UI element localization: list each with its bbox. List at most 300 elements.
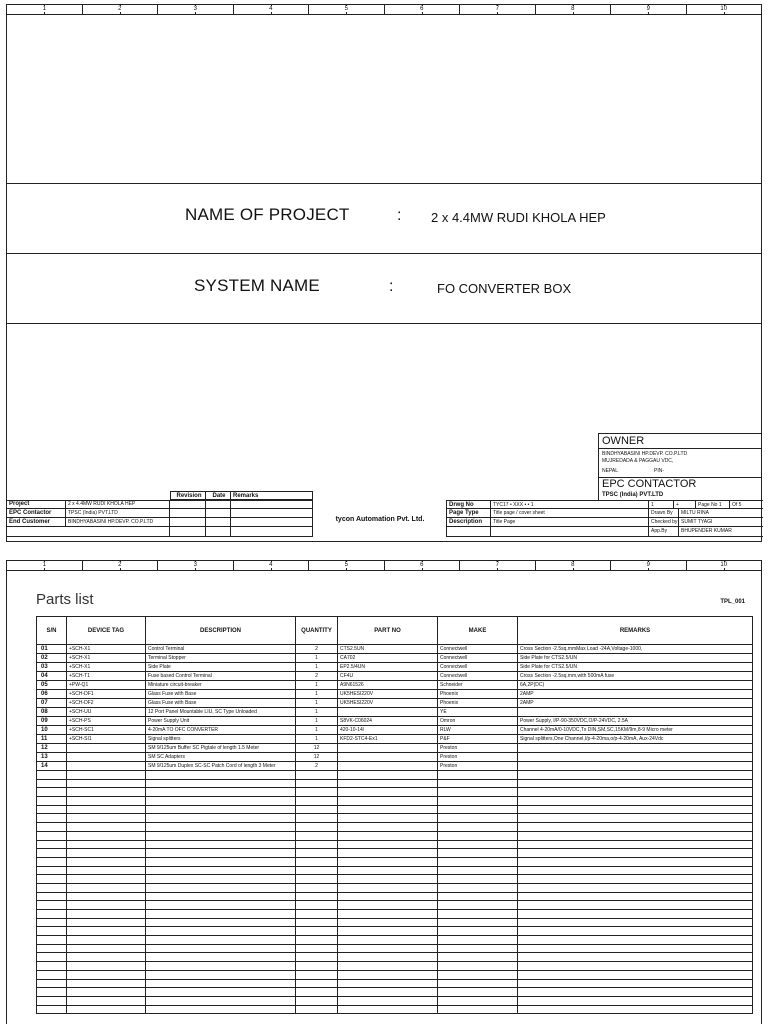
- empty-cell: [296, 866, 338, 875]
- page-b: +: [674, 500, 696, 509]
- cell-part-no: CA702: [338, 654, 438, 663]
- table-row: [37, 708, 753, 717]
- column-number: 3: [158, 561, 234, 570]
- empty-cell: [67, 883, 146, 892]
- empty-cell: [67, 823, 146, 832]
- cell-device-tag: +SCH-SI1: [67, 735, 146, 744]
- description-value: Title Page: [491, 518, 649, 527]
- cell-remarks: Signal splitters,One Channel,I/p-4-20ma,o/p-4-20mA, Aux-24Vdc: [518, 735, 753, 744]
- page-type-label: Page Type: [447, 509, 491, 518]
- empty-cell: [338, 936, 438, 945]
- empty-cell: [438, 927, 518, 936]
- empty-cell: [146, 944, 296, 953]
- empty-cell: [67, 996, 146, 1005]
- cover-sheet: [6, 4, 762, 542]
- empty-cell: [438, 892, 518, 901]
- empty-cell: [518, 788, 753, 797]
- cell-quantity: 1: [296, 708, 338, 717]
- empty-table-row: [37, 936, 753, 945]
- empty-table-row: [37, 953, 753, 962]
- empty-cell: [296, 823, 338, 832]
- cell-quantity: 1: [296, 735, 338, 744]
- cell-description: Glass Fuse with Base: [146, 699, 296, 708]
- empty-cell: [67, 1005, 146, 1014]
- column-header-description: DESCRIPTION: [146, 617, 296, 645]
- cell-sn: 04: [37, 672, 67, 681]
- cell-quantity: 1: [296, 699, 338, 708]
- empty-cell: [296, 892, 338, 901]
- empty-cell: [338, 996, 438, 1005]
- approved-label: App.By: [649, 527, 679, 537]
- empty-cell: [296, 910, 338, 919]
- empty-table-row: [37, 788, 753, 797]
- cell-remarks: 2AMP: [518, 699, 753, 708]
- cell-quantity: 1: [296, 663, 338, 672]
- system-colon: :: [389, 278, 394, 295]
- cell-sn: 05: [37, 681, 67, 690]
- column-number: 7: [460, 561, 536, 570]
- empty-cell: [518, 857, 753, 866]
- empty-cell: [67, 805, 146, 814]
- cell-part-no: EP2.5/4UN: [338, 663, 438, 672]
- empty-table-row: [37, 779, 753, 788]
- cell-sn: 02: [37, 654, 67, 663]
- cell-make: Preston: [438, 762, 518, 771]
- empty-cell: [518, 866, 753, 875]
- cell-sn: 07: [37, 699, 67, 708]
- empty-table-row: [37, 901, 753, 910]
- cell-part-no: A9N61526: [338, 681, 438, 690]
- empty-table-row: [37, 797, 753, 806]
- empty-cell: [146, 892, 296, 901]
- empty-cell: [67, 970, 146, 979]
- empty-cell: [67, 901, 146, 910]
- empty-cell: [438, 910, 518, 919]
- empty-cell: [518, 979, 753, 988]
- empty-table-row: [37, 857, 753, 866]
- empty-table-row: [37, 866, 753, 875]
- empty-cell: [518, 814, 753, 823]
- epc-name: TPSC (India) PVT.LTD: [602, 492, 664, 498]
- empty-table-row: [37, 1005, 753, 1014]
- empty-cell: [146, 918, 296, 927]
- empty-cell: [296, 814, 338, 823]
- column-number: 10: [687, 561, 762, 570]
- empty-cell: [67, 875, 146, 884]
- column-header-device-tag: DEVICE TAG: [67, 617, 146, 645]
- empty-cell: [37, 814, 67, 823]
- empty-table-row: [37, 944, 753, 953]
- empty-cell: [338, 918, 438, 927]
- empty-cell: [296, 901, 338, 910]
- empty-table-row: [37, 831, 753, 840]
- empty-cell: [37, 970, 67, 979]
- empty-cell: [296, 996, 338, 1005]
- cell-make: Connectwell: [438, 663, 518, 672]
- empty-cell: [438, 788, 518, 797]
- empty-cell: [338, 875, 438, 884]
- empty-cell: [296, 927, 338, 936]
- empty-cell: [296, 979, 338, 988]
- cell-device-tag: +SCH-T1: [67, 672, 146, 681]
- cell-description: SM SC Adapters: [146, 753, 296, 762]
- column-number-bar: [7, 5, 761, 15]
- empty-cell: [146, 962, 296, 971]
- cell-sn: 08: [37, 708, 67, 717]
- cell-quantity: 12: [296, 744, 338, 753]
- cell-device-tag: +SCH-X1: [67, 654, 146, 663]
- cell-remarks: 6A,2P(DC): [518, 681, 753, 690]
- empty-cell: [518, 944, 753, 953]
- title-block: [7, 493, 761, 543]
- empty-cell: [146, 988, 296, 997]
- empty-cell: [338, 892, 438, 901]
- cell-part-no: [338, 744, 438, 753]
- project-value: 2 x 4.4MW RUDI KHOLA HEP: [431, 210, 606, 225]
- cell-part-no: S8VK-C06024: [338, 717, 438, 726]
- empty-table-row: [37, 996, 753, 1005]
- empty-cell: [146, 823, 296, 832]
- empty-cell: [296, 918, 338, 927]
- table-row: [37, 717, 753, 726]
- cell-quantity: 12: [296, 753, 338, 762]
- empty-table-row: [37, 814, 753, 823]
- empty-cell: [518, 1005, 753, 1014]
- empty-cell: [518, 927, 753, 936]
- empty-cell: [438, 962, 518, 971]
- empty-cell: [37, 996, 67, 1005]
- owner-country: NEPAL: [602, 468, 619, 474]
- column-number-bar: [7, 561, 761, 571]
- cell-device-tag: +SCH-PS: [67, 717, 146, 726]
- empty-cell: [338, 970, 438, 979]
- cell-device-tag: [67, 762, 146, 771]
- empty-cell: [296, 1005, 338, 1014]
- empty-cell: [67, 927, 146, 936]
- empty-cell: [67, 840, 146, 849]
- project-field-label: Project: [7, 500, 66, 509]
- empty-cell: [338, 823, 438, 832]
- empty-cell: [37, 988, 67, 997]
- empty-cell: [518, 797, 753, 806]
- parts-table: [36, 616, 753, 1014]
- empty-cell: [438, 944, 518, 953]
- table-row: [37, 753, 753, 762]
- cell-device-tag: +SCH-DF2: [67, 699, 146, 708]
- empty-cell: [338, 805, 438, 814]
- cell-description: Power Supply Unit: [146, 717, 296, 726]
- empty-cell: [438, 970, 518, 979]
- owner-title: OWNER: [602, 435, 645, 447]
- table-row: [37, 681, 753, 690]
- table-row: [37, 699, 753, 708]
- empty-cell: [338, 797, 438, 806]
- project-label: NAME OF PROJECT: [185, 205, 350, 224]
- empty-cell: [67, 910, 146, 919]
- description-label: Description: [447, 518, 491, 527]
- cell-part-no: CTS2.5UN: [338, 645, 438, 654]
- owner-address: MUJREDADA & PAGGAU VDC,: [602, 458, 674, 464]
- empty-cell: [518, 901, 753, 910]
- empty-table-row: [37, 970, 753, 979]
- empty-cell: [67, 857, 146, 866]
- drawn-label: Drawn By: [649, 509, 679, 518]
- cell-part-no: UK5HESI220V: [338, 699, 438, 708]
- column-number: 7: [460, 5, 536, 14]
- table-row: [37, 744, 753, 753]
- empty-cell: [438, 988, 518, 997]
- empty-cell: [338, 910, 438, 919]
- cell-make: P&F: [438, 735, 518, 744]
- cell-description: Signal splitters: [146, 735, 296, 744]
- project-colon: :: [397, 207, 402, 224]
- empty-cell: [296, 875, 338, 884]
- empty-cell: [146, 866, 296, 875]
- checked-label: Checked by: [651, 519, 678, 525]
- empty-cell: [438, 883, 518, 892]
- empty-cell: [67, 771, 146, 780]
- cell-make: Phoenix: [438, 690, 518, 699]
- empty-cell: [37, 910, 67, 919]
- empty-cell: [296, 988, 338, 997]
- empty-cell: [338, 988, 438, 997]
- column-number: 9: [611, 5, 687, 14]
- empty-cell: [518, 849, 753, 858]
- empty-cell: [338, 779, 438, 788]
- column-number: 8: [536, 561, 612, 570]
- empty-cell: [338, 840, 438, 849]
- empty-cell: [338, 927, 438, 936]
- empty-cell: [146, 840, 296, 849]
- cell-remarks: Cross Section -2.5sq.mm,with 500mA fuse: [518, 672, 753, 681]
- empty-cell: [67, 953, 146, 962]
- cell-quantity: 1: [296, 726, 338, 735]
- empty-cell: [518, 970, 753, 979]
- empty-cell: [37, 892, 67, 901]
- cell-make: Omron: [438, 717, 518, 726]
- empty-cell: [338, 944, 438, 953]
- cell-description: Terminal Stopper: [146, 654, 296, 663]
- cell-quantity: 1: [296, 681, 338, 690]
- cell-part-no: 420-10-14/: [338, 726, 438, 735]
- parts-list-code: TPL_001: [720, 599, 745, 605]
- empty-cell: [37, 771, 67, 780]
- empty-cell: [37, 779, 67, 788]
- column-number: 10: [687, 5, 762, 14]
- empty-cell: [338, 883, 438, 892]
- divider: [7, 253, 761, 254]
- column-header-make: MAKE: [438, 617, 518, 645]
- cell-part-no: UK5HESI220V: [338, 690, 438, 699]
- table-row: [37, 663, 753, 672]
- cell-remarks: [518, 762, 753, 771]
- cell-device-tag: +SCH-X1: [67, 663, 146, 672]
- cell-quantity: 2: [296, 672, 338, 681]
- empty-cell: [518, 962, 753, 971]
- empty-cell: [518, 823, 753, 832]
- empty-cell: [518, 988, 753, 997]
- empty-cell: [146, 927, 296, 936]
- cell-device-tag: +SCH-SC1: [67, 726, 146, 735]
- empty-cell: [146, 910, 296, 919]
- parts-list-title: Parts list: [36, 591, 94, 608]
- revision-header: Revision: [170, 491, 206, 500]
- cell-quantity: 2: [296, 645, 338, 654]
- empty-cell: [67, 979, 146, 988]
- empty-cell: [67, 779, 146, 788]
- empty-cell: [67, 962, 146, 971]
- empty-cell: [146, 875, 296, 884]
- empty-cell: [438, 797, 518, 806]
- approved-value: BHUPENDER KUMAR: [679, 527, 763, 537]
- column-header-remarks: REMARKS: [518, 617, 753, 645]
- page-of: Of 5: [730, 500, 763, 509]
- parts-table-header: [37, 617, 753, 645]
- empty-table-row: [37, 962, 753, 971]
- empty-cell: [146, 901, 296, 910]
- table-row: [37, 762, 753, 771]
- cell-sn: 10: [37, 726, 67, 735]
- company-name: tycon Automation Pvt. Ltd.: [335, 516, 425, 523]
- empty-cell: [518, 840, 753, 849]
- cell-remarks: Power Supply, I/P-90-350VDC,O/P-24VDC, 2.5A: [518, 717, 753, 726]
- empty-cell: [146, 797, 296, 806]
- empty-cell: [438, 918, 518, 927]
- empty-cell: [518, 910, 753, 919]
- empty-cell: [338, 979, 438, 988]
- cell-description: Glass Fuse with Base: [146, 690, 296, 699]
- cell-remarks: [518, 708, 753, 717]
- cell-part-no: [338, 708, 438, 717]
- cell-sn: 01: [37, 645, 67, 654]
- table-row: [37, 735, 753, 744]
- cell-remarks: 2AMP: [518, 690, 753, 699]
- owner-pin: PIN-: [654, 468, 664, 474]
- empty-cell: [438, 936, 518, 945]
- cell-description: Miniature circuit-breaker: [146, 681, 296, 690]
- cell-make: Connectwell: [438, 672, 518, 681]
- cell-device-tag: +SCH-UU: [67, 708, 146, 717]
- empty-table-row: [37, 840, 753, 849]
- cell-device-tag: +PW-Q1: [67, 681, 146, 690]
- system-value: FO CONVERTER BOX: [437, 281, 572, 296]
- empty-cell: [67, 797, 146, 806]
- empty-cell: [438, 823, 518, 832]
- empty-cell: [518, 936, 753, 945]
- cell-remarks: [518, 753, 753, 762]
- table-row: [37, 726, 753, 735]
- column-number: 1: [7, 5, 83, 14]
- empty-cell: [296, 857, 338, 866]
- empty-cell: [296, 936, 338, 945]
- cell-description: SM 9/125um Buffer SC Pigtale of length 1.5 Meter: [146, 744, 296, 753]
- empty-table-row: [37, 849, 753, 858]
- empty-cell: [67, 936, 146, 945]
- cell-device-tag: [67, 753, 146, 762]
- empty-cell: [296, 771, 338, 780]
- cell-part-no: CF4U: [338, 672, 438, 681]
- cell-remarks: [518, 744, 753, 753]
- cell-quantity: 1: [296, 717, 338, 726]
- empty-cell: [438, 953, 518, 962]
- empty-cell: [37, 883, 67, 892]
- cell-make: Preston: [438, 753, 518, 762]
- empty-cell: [67, 918, 146, 927]
- empty-table-row: [37, 979, 753, 988]
- empty-cell: [146, 779, 296, 788]
- empty-table-row: [37, 910, 753, 919]
- cell-remarks: Channel 4-20mA/0-10VDC,Tx DIN,SM,SC,15KM/9m,8-9 Micro meter: [518, 726, 753, 735]
- empty-cell: [438, 1005, 518, 1014]
- empty-cell: [338, 1005, 438, 1014]
- empty-cell: [37, 918, 67, 927]
- empty-cell: [338, 849, 438, 858]
- cell-make: Preston: [438, 744, 518, 753]
- remarks-header: Remarks: [231, 491, 313, 500]
- cell-quantity: 1: [296, 654, 338, 663]
- empty-cell: [37, 953, 67, 962]
- empty-cell: [438, 996, 518, 1005]
- empty-table-row: [37, 892, 753, 901]
- empty-cell: [518, 918, 753, 927]
- empty-cell: [37, 797, 67, 806]
- column-header-quantity: QUANTITY: [296, 617, 338, 645]
- empty-cell: [146, 953, 296, 962]
- page-type-value: Title page / cover sheet: [491, 509, 649, 518]
- empty-table-row: [37, 918, 753, 927]
- empty-cell: [37, 840, 67, 849]
- empty-cell: [37, 788, 67, 797]
- empty-cell: [146, 970, 296, 979]
- cell-sn: 06: [37, 690, 67, 699]
- cell-description: Control Terminal: [146, 645, 296, 654]
- cell-quantity: 2: [296, 762, 338, 771]
- empty-cell: [296, 962, 338, 971]
- cell-device-tag: +SCH-DF1: [67, 690, 146, 699]
- cell-make: YE: [438, 708, 518, 717]
- empty-cell: [67, 866, 146, 875]
- empty-cell: [67, 892, 146, 901]
- empty-cell: [37, 927, 67, 936]
- empty-cell: [37, 831, 67, 840]
- empty-cell: [296, 797, 338, 806]
- empty-cell: [37, 823, 67, 832]
- epc-field-value: TPSC (India) PVT.LTD: [66, 509, 170, 518]
- empty-cell: [37, 849, 67, 858]
- table-row: [37, 654, 753, 663]
- empty-cell: [518, 805, 753, 814]
- empty-cell: [67, 988, 146, 997]
- empty-cell: [37, 805, 67, 814]
- column-number: 4: [234, 5, 310, 14]
- empty-cell: [338, 814, 438, 823]
- empty-cell: [438, 805, 518, 814]
- system-label: SYSTEM NAME: [194, 276, 320, 295]
- cell-remarks: Cross Section -2.5sq.mmMax Load -24A,Voltage-1000,: [518, 645, 753, 654]
- cell-device-tag: [67, 744, 146, 753]
- empty-cell: [296, 953, 338, 962]
- cell-sn: 12: [37, 744, 67, 753]
- empty-cell: [518, 953, 753, 962]
- empty-table-row: [37, 875, 753, 884]
- empty-cell: [37, 944, 67, 953]
- table-row: [37, 672, 753, 681]
- empty-table-row: [37, 883, 753, 892]
- column-number: 2: [83, 561, 159, 570]
- empty-cell: [37, 1005, 67, 1014]
- empty-cell: [438, 840, 518, 849]
- epc-title: EPC CONTACTOR: [602, 478, 697, 490]
